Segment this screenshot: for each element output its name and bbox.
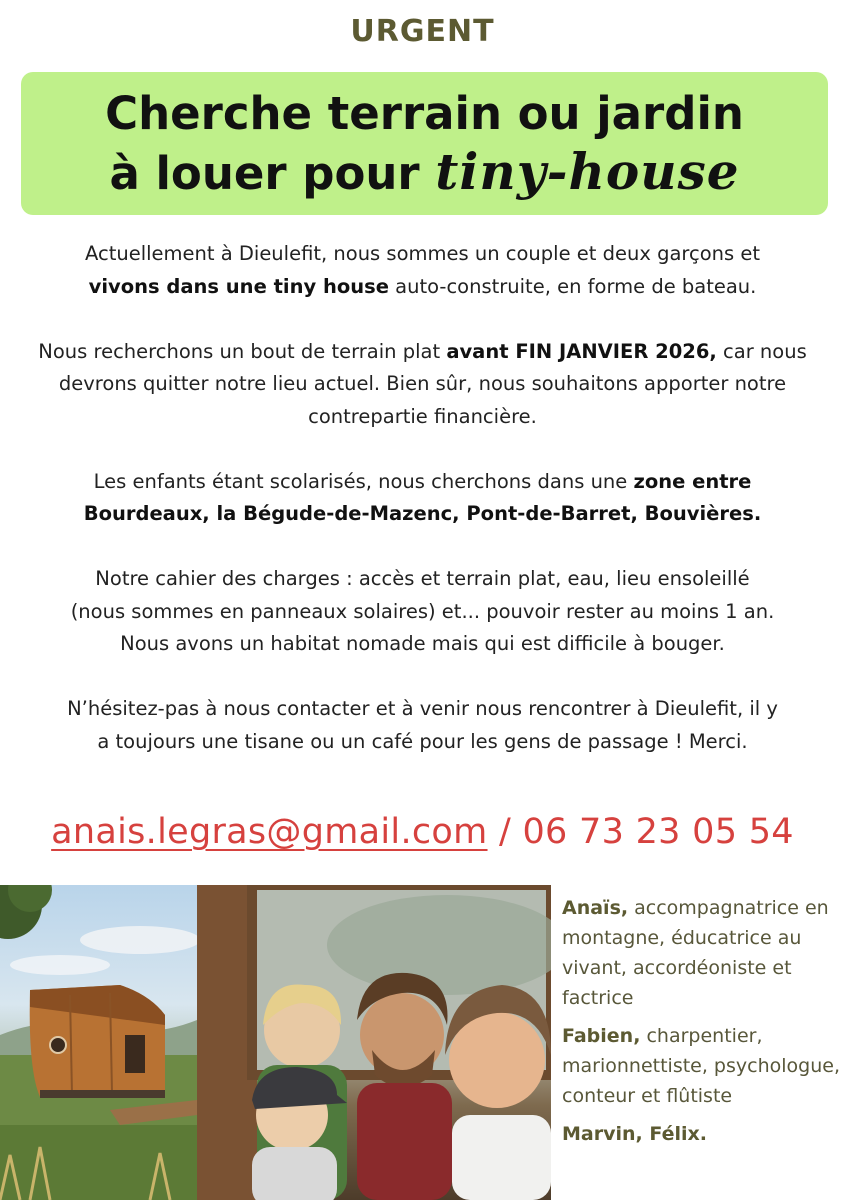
- title-script-word: tiny-house: [435, 141, 740, 201]
- contact-line: [0, 812, 845, 852]
- bio-anais: [562, 893, 842, 1013]
- bio-name-fabien: Fabien,: [562, 1025, 641, 1047]
- paragraph-zone: [14, 466, 831, 531]
- paragraph-invitation: [14, 693, 831, 758]
- deadline-bold: avant FIN JANVIER 2026,: [446, 339, 717, 363]
- bio-name-children: Marvin, Félix.: [562, 1123, 707, 1145]
- title-line-2: [109, 143, 739, 203]
- requirements-line-3: Nous avons un habitat nomade mais qui est difficile à bouger.: [120, 632, 725, 655]
- tiny-house-illustration: [0, 885, 197, 1200]
- urgent-label: URGENT: [350, 14, 495, 49]
- family-bios: [562, 893, 842, 1157]
- paragraph-deadline: [14, 336, 831, 434]
- phone-number[interactable]: 06 73 23 05 54: [522, 812, 794, 852]
- title-banner: [21, 72, 828, 215]
- bio-text-anais: accompagnatrice en montagne, éducatrice au vivant, accordéoniste et factrice: [562, 897, 829, 1009]
- paragraph-intro: [14, 238, 831, 303]
- paragraph-requirements: [14, 563, 831, 661]
- deadline-text-a: Nous recherchons un bout de terrain plat: [38, 339, 447, 363]
- zone-bold-2: Bourdeaux, la Bégude-de-Mazenc, Pont-de-Barret, Bouvières.: [83, 502, 762, 525]
- requirements-line-1: Notre cahier des charges : accès et terrain plat, eau, lieu ensoleillé: [95, 567, 750, 590]
- email-link[interactable]: anais.legras@gmail.com: [51, 812, 488, 852]
- intro-bold: vivons dans une tiny house: [88, 274, 389, 298]
- invitation-line-1: N’hésitez-pas à nous contacter et à venir nous rencontrer à Dieulefit, il y: [67, 697, 778, 720]
- bio-text-fabien: charpentier, marionnettiste, psychologue, conteur et flûtiste: [562, 1025, 840, 1107]
- deadline-text-b: car nous devrons quitter notre lieu actuel. Bien sûr, nous souhaitons apporter notre contrepartie financière.: [58, 339, 807, 428]
- zone-text-a: Les enfants étant scolarisés, nous cherchons dans une: [93, 469, 634, 493]
- contact-separator: /: [487, 812, 523, 852]
- description: [14, 238, 831, 791]
- intro-text-a: Actuellement à Dieulefit, nous sommes un couple et deux garçons et: [84, 242, 761, 265]
- bio-name-anais: Anaïs,: [562, 897, 629, 919]
- zone-bold-1: zone entre: [633, 469, 752, 493]
- invitation-line-2: a toujours une tisane ou un café pour les gens de passage ! Merci.: [97, 729, 748, 753]
- bio-fabien: [562, 1021, 842, 1111]
- family-photo: [197, 885, 551, 1200]
- bio-children: [562, 1119, 842, 1149]
- intro-text-b: auto-construite, en forme de bateau.: [388, 274, 757, 298]
- requirements-line-2: (nous sommes en panneaux solaires) et... pouvoir rester au moins 1 an.: [70, 599, 775, 623]
- title-line-2-prefix: à louer pour: [109, 146, 436, 200]
- family-illustration: [197, 885, 551, 1200]
- tiny-house-photo: [0, 885, 197, 1200]
- title-line-1: Cherche terrain ou jardin: [105, 86, 744, 140]
